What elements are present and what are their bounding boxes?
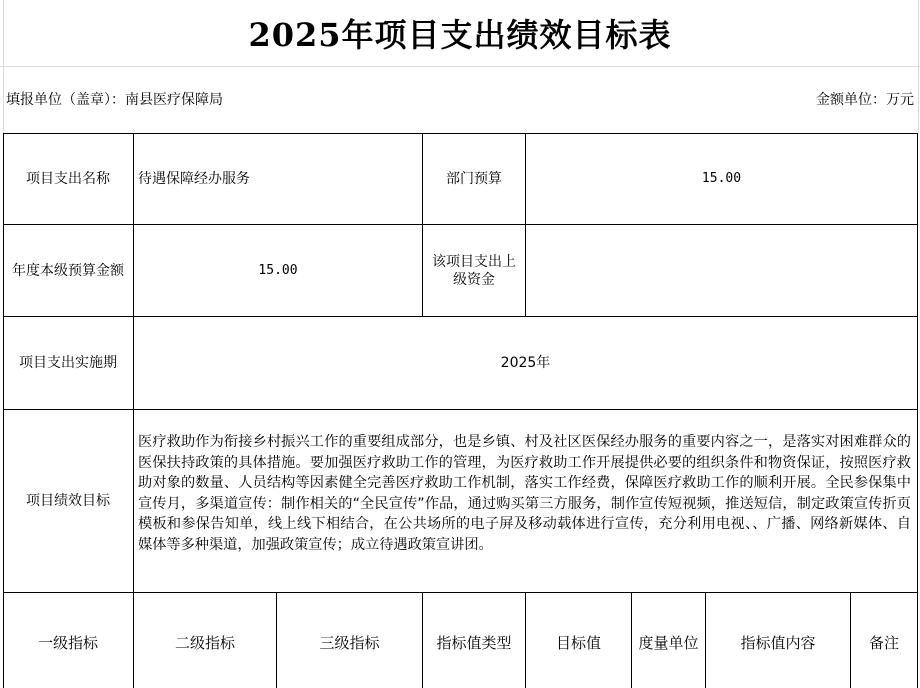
header-level3-indicator: 三级指标 — [277, 593, 423, 688]
period-value[interactable]: 2025年 — [134, 317, 918, 410]
page-title: 2025年项目支出绩效目标表 — [248, 16, 672, 54]
project-name-label: 项目支出名称 — [3, 133, 134, 225]
goal-text[interactable]: 医疗救助作为衔接乡村振兴工作的重要组成部分，也是乡镇、村及社区医保经办服务的重要内容之一，是落实对困难群众的医保扶持政策的具体措施。要加强医疗救助工作的管理，为医疗救助工作开展提供必要的组织条件和物资保证，按照医疗救助对象的数量、人员结构等因素健全完善医疗救助工作机制，落实工作经费，保障医疗救助工作的顺利开展。全民参保集中宣传月，多渠道宣传：制作相关的“全民宣传”作品，通过购买第三方服务，制作宣传短视频，推送短信，制定政策宣传折页模板和参保告知单，线上线下相结合，在公共场所的电子屏及移动载体进行宣传，充分利用电视、、广播、网络新媒体、自媒体等多种渠道，加强政策宣传；成立待遇政策宣讲团。 — [134, 410, 918, 593]
header-remarks: 备注 — [851, 593, 918, 688]
dept-budget-value[interactable]: 15.00 — [526, 133, 918, 225]
dept-budget-label: 部门预算 — [423, 133, 526, 225]
reporting-unit-label: 填报单位（盖章）：南县医疗保障局 — [6, 92, 223, 108]
annual-budget-label: 年度本级预算金额 — [3, 225, 134, 317]
annual-budget-value[interactable]: 15.00 — [134, 225, 423, 317]
header-level1-indicator: 一级指标 — [3, 593, 134, 688]
header-indicator-type: 指标值类型 — [423, 593, 526, 688]
header-unit: 度量单位 — [632, 593, 706, 688]
header-indicator-content: 指标值内容 — [706, 593, 851, 688]
project-name-value[interactable]: 待遇保障经办服务 — [134, 133, 423, 225]
goal-label: 项目绩效目标 — [3, 410, 134, 593]
period-label: 项目支出实施期 — [3, 317, 134, 410]
amount-unit-label: 金额单位：万元 — [816, 92, 914, 108]
header-level2-indicator: 二级指标 — [134, 593, 277, 688]
header-target-value: 目标值 — [526, 593, 632, 688]
superior-funds-label: 该项目支出上级资金 — [423, 225, 526, 317]
superior-funds-value[interactable] — [526, 225, 918, 317]
